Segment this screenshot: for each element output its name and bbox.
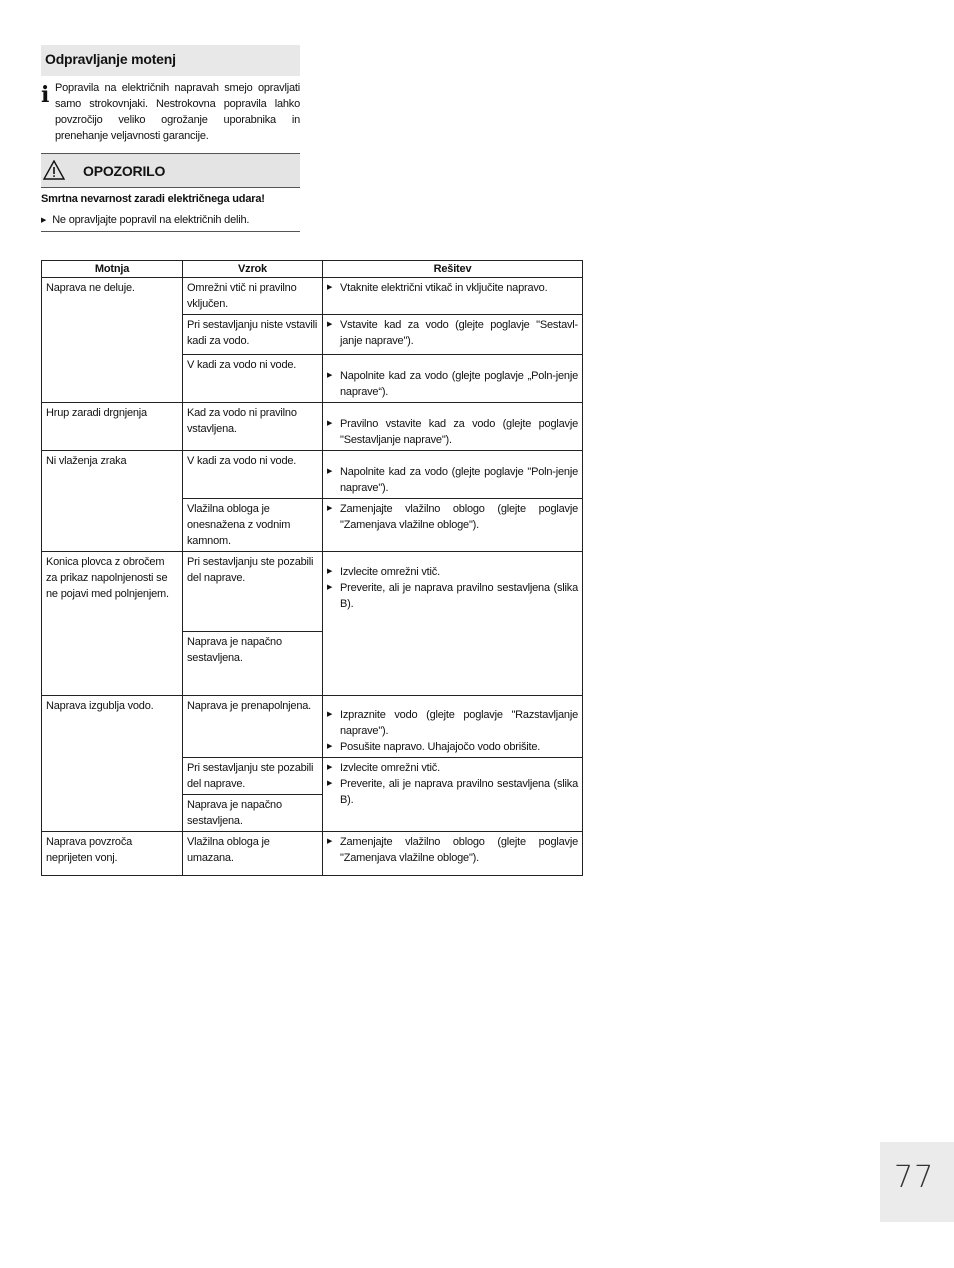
fault-cell: Naprava povzroča neprijeten vonj. [42,832,183,876]
fault-cell: Ni vlaženja zraka [42,451,183,552]
bullet-arrow-icon: ▶ [327,420,333,427]
solution-text: Izpraznite vodo (glejte poglavje "Razstavljanje naprave"). [340,709,578,737]
fault-cell: Hrup zaradi drgnjenja [42,403,183,451]
cause-cell: Vlažilna obloga je onesnažena z vodnim kamnom. [183,499,323,552]
info-text: Popravila na električnih napravah smejo opravljati samo strokovnjaki. Nestrokovna popravila lahko povzročijo veliko ogrožanje uporabnika in prenehanje veljavnosti garancije. [55,82,300,142]
cause-cell: V kadi za vodo ni vode. [183,451,323,499]
cause-cell: Naprava je prenapolnjena. [183,696,323,758]
solution-text: Preverite, ali je naprava pravilno sestavljena (slika B). [340,582,578,610]
cause-cell: Omrežni vtič ni pravilno vključen. [183,278,323,315]
solution-text: Posušite napravo. Uhajajočo vodo obrišite. [340,741,541,753]
solution-text: Preverite, ali je naprava pravilno sestavljena (slika B). [340,778,578,806]
bullet-arrow-icon: ▶ [327,468,333,475]
bullet-arrow-icon: ▶ [327,372,333,379]
solution-text: Pravilno vstavite kad za vodo (glejte poglavje "Sestavljanje naprave"). [340,418,578,446]
fault-cell: Konica plovca z obročem za prikaz napolnjenosti se ne pojavi med polnjenjem. [42,552,183,696]
table-row [42,832,583,876]
solution-text: Zamenjajte vlažilno oblogo (glejte poglavje "Zamenjava vlažilne obloge"). [340,503,578,531]
bullet-arrow-icon: ▶ [327,743,333,750]
bullet-arrow-icon: ▶ [327,764,333,771]
page-number: 77 [894,1160,935,1195]
solution-text: Zamenjajte vlažilno oblogo (glejte poglavje "Zamenjava vlažilne obloge"). [340,836,578,864]
solution-text: Napolnite kad za vodo (glejte poglavje "Poln-jenje naprave"). [340,466,578,494]
table-row [42,278,583,315]
solution-cell [323,315,583,355]
page-number-box [880,1142,954,1222]
solution-cell [323,403,583,451]
table-row [42,403,583,451]
cause-cell: Pri sestavljanju ste pozabili del naprave. [183,552,323,632]
warning-bar [41,153,300,188]
header-fault: Motnja [42,261,183,278]
cause-cell: Pri sestavljanju ste pozabili del naprave. [183,758,323,795]
warning-lead: Smrtna nevarnost zaradi električnega udara! [41,193,265,205]
solution-cell [323,758,583,832]
troubleshooting-table [41,260,583,876]
cause-cell: Pri sestavljanju niste vstavili kadi za vodo. [183,315,323,355]
info-note [41,80,300,144]
solution-text: Izvlecite omrežni vtič. [340,566,440,578]
bullet-arrow-icon: ▶ [327,568,333,575]
section-heading: Odpravljanje motenj [41,45,300,76]
bullet-arrow-icon: ▶ [327,780,333,787]
cause-cell: Naprava je napačno sestavljena. [183,795,323,832]
table-row [42,552,583,632]
bullet-arrow-icon: ▶ [41,217,47,224]
info-icon: i [41,82,50,108]
warning-item [41,214,300,232]
table-row [42,451,583,499]
bullet-arrow-icon: ▶ [327,321,333,328]
bullet-arrow-icon: ▶ [327,284,333,291]
bullet-arrow-icon: ▶ [327,838,333,845]
cause-cell: Naprava je napačno sestavljena. [183,632,323,696]
solution-cell [323,355,583,403]
warning-title: OPOZORILO [83,163,166,179]
cause-cell: Vlažilna obloga je umazana. [183,832,323,876]
solution-cell [323,696,583,758]
header-solution: Rešitev [323,261,583,278]
solution-cell [323,552,583,696]
solution-cell [323,278,583,315]
solution-text: Vtaknite električni vtikač in vključite napravo. [340,282,548,294]
cause-cell: Kad za vodo ni pravilno vstavljena. [183,403,323,451]
table-header-row [42,261,583,278]
header-cause: Vzrok [183,261,323,278]
solution-text: Napolnite kad za vodo (glejte poglavje „Poln-jenje naprave“). [340,370,578,398]
bullet-arrow-icon: ▶ [327,584,333,591]
solution-text: Izvlecite omrežni vtič. [340,762,440,774]
bullet-arrow-icon: ▶ [327,505,333,512]
warning-item-text: Ne opravljajte popravil na električnih delih. [52,214,250,226]
solution-cell [323,451,583,499]
fault-cell: Naprava izgublja vodo. [42,696,183,832]
solution-text: Vstavite kad za vodo (glejte poglavje "Sestavl-janje naprave"). [340,319,578,347]
fault-cell: Naprava ne deluje. [42,278,183,403]
solution-cell [323,832,583,876]
cause-cell: V kadi za vodo ni vode. [183,355,323,403]
solution-cell [323,499,583,552]
table-row [42,696,583,758]
bullet-arrow-icon: ▶ [327,711,333,718]
warning-triangle-icon [43,160,65,180]
